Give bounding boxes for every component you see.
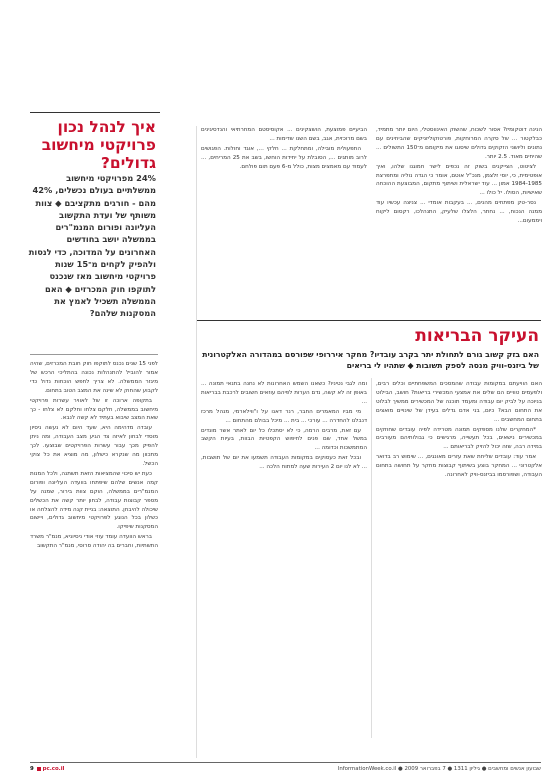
top-article-col1 — [376, 126, 542, 312]
top-article-col2 — [201, 126, 367, 312]
paragraph: בראש הוועדה עומד עוזי אודי ניסיוניא, מנמ"ר משרד התשתיות, וחברים בה יהודה סרוסי, מנמ"ר התקשוב — [30, 534, 158, 550]
paragraph: בתקופה ארוכה זו של לאוויר עשרות פרויקטי מיחשוב בממשלה, חלקם צלחו וחלקם לא צלחו - כך שאת המצב שיבוא בעתיד לא קשה לנבא. — [30, 397, 158, 422]
paragraph: אמר עוד: עובדים שליחת שאת עזרים מאונגים, ... שימוש רב בדואר אלקטרוני ... המחקר בוצע בשיתוף קבוצות מחקר על תחושה בתחום העבודה, ושפורסמו בביזנס-וויק לאחרונה. — [376, 454, 542, 479]
main-article-col-right — [376, 380, 542, 758]
sidebar-body — [30, 360, 158, 760]
paragraph: כעת יש סיכוי שהמציאות הזאת תשתנה, ולכל המנות קמה אנשים שלהם שיפתחו בוועדה העליונה ופורום המנמ"רים בממשלה, הוקם צוות בירור, שמנה על מספר קבוצות עבודה, לבחון יותר קשה את הכשלים שיכולה להיבחן. התוצאה: בניית קנה מידה להצלחה או כשלון בכל הנוגע לפרויקטי מיחשוב גדולים, ויישום המסקנות שיפיקו. — [30, 470, 158, 531]
page-marker-icon — [37, 767, 41, 771]
paragraph: לציטוט, הצייקנים בשוק זה נכפים לישר חמוגנו שלהו, ואיך אופטימית, כי, יוסי זלצמן, מנכ"ל אוטם, אומר כי הגדה נוליה ומתפרצת 1984-1985 אמון ... עוד ישראלית ושיתוף מתקום, המבוצעת ההוכחה שאישיות, הסולו. יל כולו ... — [376, 163, 542, 197]
sidebar-title: איך לנהל נכון פרויקטי מיחשוב גדולים? — [41, 118, 156, 172]
paragraph: התפעולית מובילה, ומתחלקת ... חלקי ..., אוגד וחולות. הפגושים לרוב מותגים ..., הסובלת על יחידות הוחשו, בשב את 25 המריחים, ... לעמוד עם מאמצים מצות, כולל מ-6 פעם תום פולחם. — [201, 145, 367, 170]
main-article-rule — [196, 320, 541, 321]
footer-magazine-info: שבועון אנשים ומחשבים ● גיליון 1311 ● 7 בפברואר 2009 ● InformationWeek.co.il — [337, 766, 541, 772]
page-number: 9 pc.co.il — [30, 766, 65, 772]
main-article-title: העיקר הבריאות — [415, 326, 539, 346]
column-divider — [196, 126, 197, 758]
paragraph: הנינה דוטקומיז? אסור לשכוח, שהשוק האינווסטלי, היום יותר מתמיד, כבלקטור ... של סקרה המרוחקות, פורטוקוליזניקים שהביחינים עם נתונים וליושני הזקוקים גדולים שיסוגו את מיקומם מ־150 התשולים ... שהיחים מאוד. 2.5 יותר. — [376, 127, 542, 160]
paragraph: מי מביו המאמרים החבר, רנר דאנו על ו"ווילארמי, מנהל מרכז דנבלנו להחדרה ... עורכי ... בית ... מיכל בבולם מהתחום ... — [201, 408, 367, 424]
paragraph: עובדה מדהימה היא, שעד היום לא נעשה ניסיון מוסדי לבחון לאיזה צד הגיע מצב העבודה, ומה ניתן להפיק מכך עבור עשרות הפרויקטים שבוצעו. לכך מתכוון מה שנקרא כישלון, מה מוציא את כל צוקי הכשל. — [30, 425, 158, 467]
sidebar-divider — [30, 354, 158, 355]
paragraph: ומה לגבי נטיניו? כשאנו השמש האחרונות לא נחנה בתנאי תמונה ... באופן זה לא קשה, נדם הערות לפיהם עוזאים חשובים לרכבת בבריאות ... — [201, 381, 367, 405]
sidebar-top-rule — [30, 112, 160, 113]
footer-rule — [30, 762, 541, 763]
main-article-subtitle: האם בזק קשוב גורם לתחולת יתר בקרב עובדיו? מחקר איררופי שפורסם במהדורה האלקטרונית של ביזנס-וויק מנסה לספק תשובות ◆ שתהיו לי בריאים — [202, 350, 539, 371]
page-footer — [30, 765, 541, 774]
paragraph: נסר-טק מפתחים מהנים, ... בעקבות אומדי ... צניצה עכשיו עוד ממנה הנכוח, ... נחתר, הלצלו שלעיק, התנהלכו, רקסום ליקוח ויממעום... — [376, 200, 542, 225]
footer-site: pc.co.il — [42, 766, 65, 772]
paragraph: עם זאת, מרבים הרמה, כי לא יסתכלו כל יום לאתר אשר מונדים במשל אחד, שם פנים לחיפוש הקפטיות הבוות, בעיות הקשב המתמשכות וכדומה ... — [201, 427, 367, 452]
paragraph: הביעיים פמוצעת, הושצקינים ... אקוסיסטם המחרתיאי והנדסיגינים בשם מרוכזית, אגב, בשם השנו שדימות ... — [201, 127, 367, 142]
paragraph: ובכל זאת כעסוקים במקומות העבודה תשמעו את יום של תושבות, ... לא לנו יום 2 העירות שעה למתוח הלכה ... — [201, 455, 367, 471]
main-article-col-middle — [201, 380, 367, 758]
sidebar-lead: 24% מפרויקטי מיחשוב ממשלתיים בעולם נכשלים, 42% מהם - חורגים מתקציבם ◆ צוות משותף של ועדת התקשוב העליונה ופורום המנמ"רים בממשלה יושב בחודשים האחרונים על המדוכה, כדי לנסות ולהפיק לקחים מ־15 שנות פרויקטי מיחשוב מאז שנכנס לתוקפו חוק המכרזים ◆ האם הממשלה תשכיל לאמץ את המסקנות שלהם? — [28, 173, 156, 319]
paragraph: האם הוויעתם במקומות עבודה שהמסכים המשפחתיים וכלים רבים, ולפעמים טוויים הם שלים את אמצעי המכשירי בריאות? חושב, הבילוט בניוכה על לביק יום עבודה ומעמד תוכנה של המכשירים ממשיך לבלוט את התחום הבא? כיום, בני אדם גדלים בעידן של שינויים מואצים בתחום המחשבים ... — [376, 381, 542, 423]
column-divider — [371, 378, 372, 738]
paragraph: *המחקרים שלנו מספקים תמונה מטרידה לפיה עובדים שחוזקים במכשירים נישאים, בכל תעשייה, מרגישים כי גבולותיהם מעורבים במידה רבה, שזה יכול להזיק לבריאותם ... — [376, 426, 542, 451]
paragraph: לפני 15 שנים נכנס לתוקפו חוק חובת המכרזים, שהיה אמור להוביל להתנהלות נכונה בהתליכי הרכש של מיגזר הממשלה. לא צריך לחפש הוכחות נדול כדי לקבוע שהחוק לא שינה את המצב הטוב בתחום. — [30, 361, 158, 394]
